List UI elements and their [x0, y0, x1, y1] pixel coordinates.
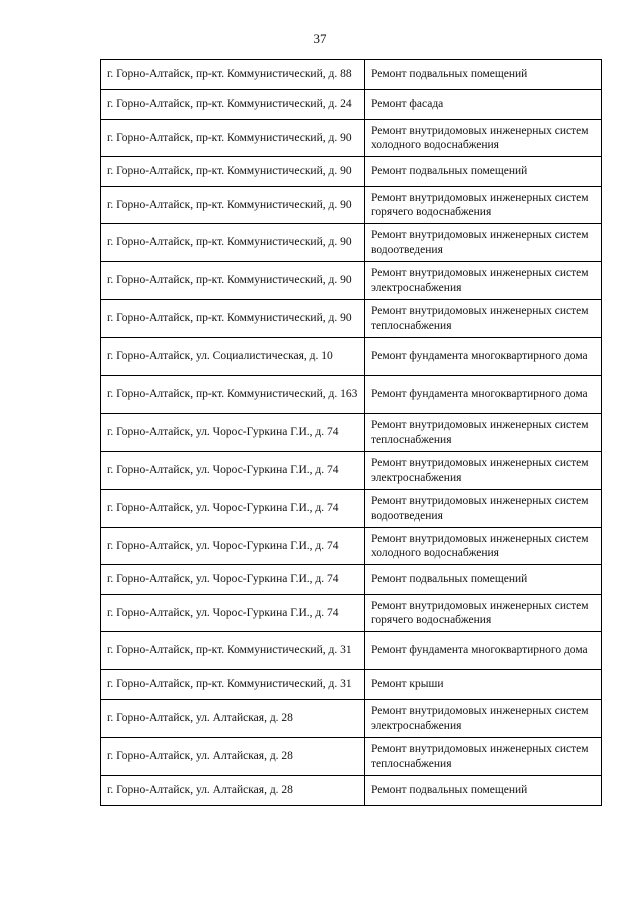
address-cell: г. Горно-Алтайск, пр-кт. Коммунистический, д. 90: [101, 224, 365, 262]
work-cell: Ремонт внутридомовых инженерных систем холодного водоснабжения: [365, 528, 602, 565]
address-cell: г. Горно-Алтайск, пр-кт. Коммунистический, д. 24: [101, 90, 365, 120]
address-cell: г. Горно-Алтайск, ул. Алтайская, д. 28: [101, 738, 365, 776]
table-row: [101, 338, 602, 376]
work-cell: Ремонт фундамента многоквартирного дома: [365, 376, 602, 414]
address-cell: г. Горно-Алтайск, ул. Алтайская, д. 28: [101, 776, 365, 806]
table-row: [101, 262, 602, 300]
table-row: [101, 700, 602, 738]
address-cell: г. Горно-Алтайск, пр-кт. Коммунистический, д. 163: [101, 376, 365, 414]
work-cell: Ремонт подвальных помещений: [365, 157, 602, 187]
work-cell: Ремонт внутридомовых инженерных систем электроснабжения: [365, 452, 602, 490]
table-row: [101, 376, 602, 414]
table-row: [101, 595, 602, 632]
work-cell: Ремонт подвальных помещений: [365, 60, 602, 90]
table-row: [101, 565, 602, 595]
work-cell: Ремонт внутридомовых инженерных систем водоотведения: [365, 224, 602, 262]
work-cell: Ремонт внутридомовых инженерных систем горячего водоснабжения: [365, 187, 602, 224]
work-cell: Ремонт подвальных помещений: [365, 565, 602, 595]
page-number: 37: [313, 31, 327, 46]
table-row: [101, 120, 602, 157]
address-cell: г. Горно-Алтайск, ул. Чорос-Гуркина Г.И., д. 74: [101, 565, 365, 595]
address-cell: г. Горно-Алтайск, пр-кт. Коммунистический, д. 90: [101, 120, 365, 157]
table-row: [101, 776, 602, 806]
address-cell: г. Горно-Алтайск, ул. Алтайская, д. 28: [101, 700, 365, 738]
address-cell: г. Горно-Алтайск, пр-кт. Коммунистический, д. 31: [101, 670, 365, 700]
table-row: [101, 528, 602, 565]
table-row: [101, 414, 602, 452]
table-row: [101, 187, 602, 224]
table-row: [101, 490, 602, 528]
table-row: [101, 670, 602, 700]
address-cell: г. Горно-Алтайск, ул. Чорос-Гуркина Г.И., д. 74: [101, 414, 365, 452]
work-cell: Ремонт внутридомовых инженерных систем электроснабжения: [365, 262, 602, 300]
table-row: [101, 452, 602, 490]
table-row: [101, 738, 602, 776]
address-cell: г. Горно-Алтайск, пр-кт. Коммунистический, д. 90: [101, 262, 365, 300]
work-cell: Ремонт фундамента многоквартирного дома: [365, 632, 602, 670]
table-row: [101, 157, 602, 187]
table-row: [101, 632, 602, 670]
work-cell: Ремонт внутридомовых инженерных систем холодного водоснабжения: [365, 120, 602, 157]
work-cell: Ремонт подвальных помещений: [365, 776, 602, 806]
work-cell: Ремонт внутридомовых инженерных систем электроснабжения: [365, 700, 602, 738]
table-row: [101, 300, 602, 338]
address-cell: г. Горно-Алтайск, пр-кт. Коммунистический, д. 31: [101, 632, 365, 670]
work-cell: Ремонт внутридомовых инженерных систем теплоснабжения: [365, 300, 602, 338]
work-cell: Ремонт фундамента многоквартирного дома: [365, 338, 602, 376]
work-cell: Ремонт внутридомовых инженерных систем горячего водоснабжения: [365, 595, 602, 632]
work-cell: Ремонт крыши: [365, 670, 602, 700]
address-cell: г. Горно-Алтайск, ул. Социалистическая, д. 10: [101, 338, 365, 376]
work-cell: Ремонт внутридомовых инженерных систем водоотведения: [365, 490, 602, 528]
address-cell: г. Горно-Алтайск, пр-кт. Коммунистический, д. 90: [101, 187, 365, 224]
address-cell: г. Горно-Алтайск, ул. Чорос-Гуркина Г.И., д. 74: [101, 595, 365, 632]
work-cell: Ремонт внутридомовых инженерных систем теплоснабжения: [365, 414, 602, 452]
table-row: [101, 60, 602, 90]
address-cell: г. Горно-Алтайск, ул. Чорос-Гуркина Г.И., д. 74: [101, 490, 365, 528]
address-cell: г. Горно-Алтайск, ул. Чорос-Гуркина Г.И., д. 74: [101, 452, 365, 490]
table-row: [101, 90, 602, 120]
address-cell: г. Горно-Алтайск, пр-кт. Коммунистический, д. 90: [101, 157, 365, 187]
address-cell: г. Горно-Алтайск, пр-кт. Коммунистический, д. 90: [101, 300, 365, 338]
table-row: [101, 224, 602, 262]
works-table: [100, 59, 602, 806]
work-cell: Ремонт внутридомовых инженерных систем теплоснабжения: [365, 738, 602, 776]
work-cell: Ремонт фасада: [365, 90, 602, 120]
address-cell: г. Горно-Алтайск, пр-кт. Коммунистический, д. 88: [101, 60, 365, 90]
address-cell: г. Горно-Алтайск, ул. Чорос-Гуркина Г.И., д. 74: [101, 528, 365, 565]
